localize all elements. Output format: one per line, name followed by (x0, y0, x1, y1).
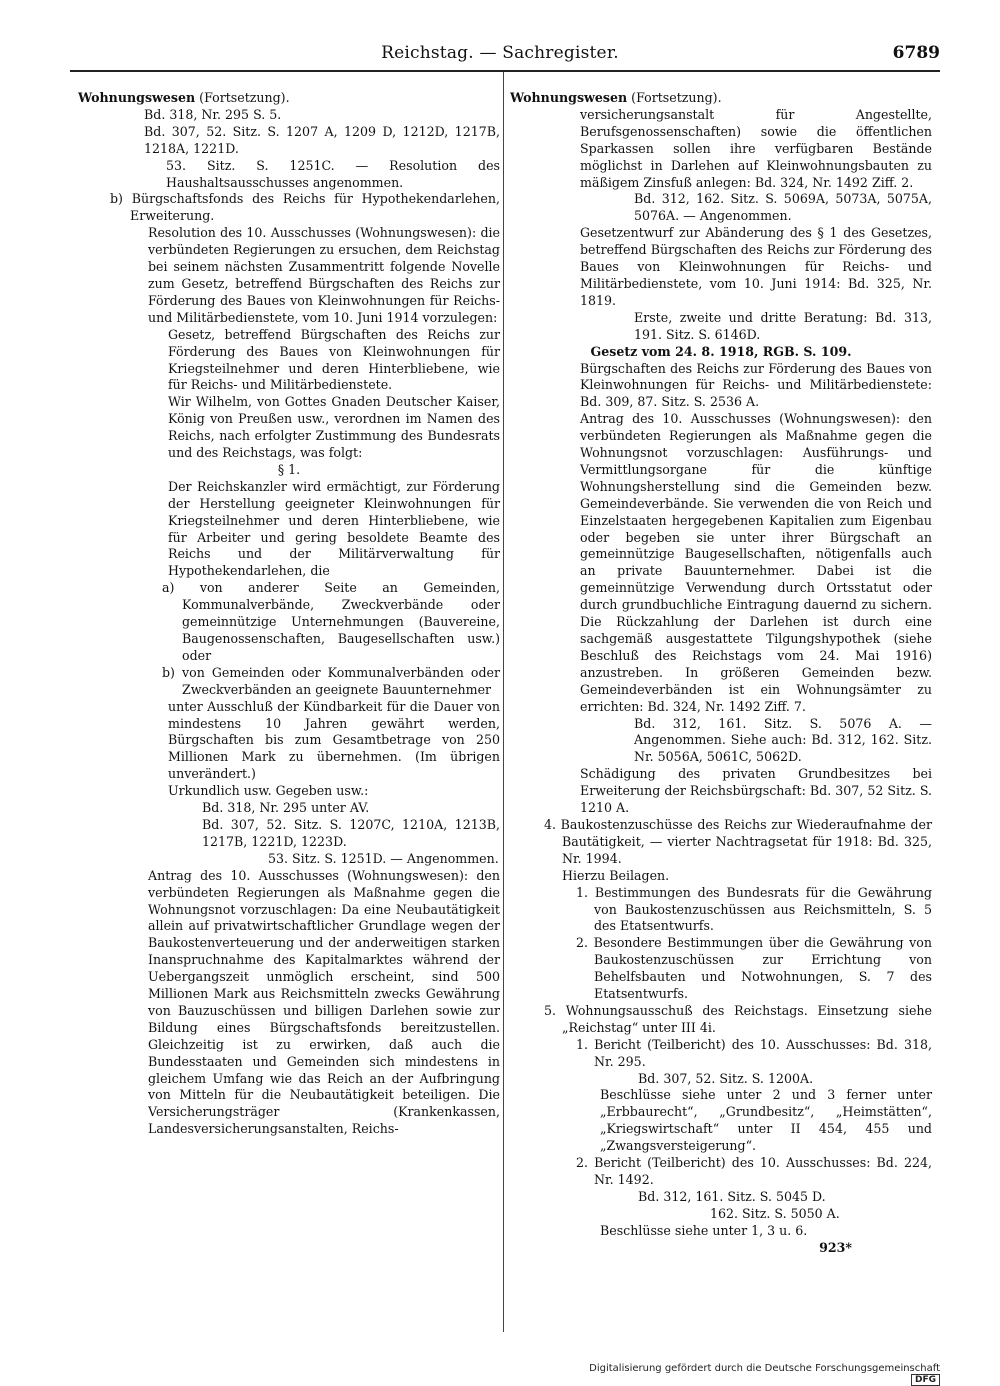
entry-paragraph (78, 665, 500, 699)
entry-paragraph (78, 817, 500, 851)
entry-text: 5. Wohnungsausschuß des Reichstags. Einsetzung siehe „Reichstag“ unter III 4i. (544, 1002, 932, 1035)
entry-paragraph (78, 158, 500, 192)
entry-text: 1. Bestimmungen des Bundesrats für die Gewährung von Baukostenzuschüssen aus Reichsmitteln, S. 5 des Etatsentwurfs. (576, 884, 932, 934)
entry-paragraph (510, 191, 932, 225)
entry-text: 4. Baukostenzuschüsse des Reichs zur Wiederaufnahme der Bautätigkeit, — vierter Nachtragsetat für 1918: Bd. 325, Nr. 1994. (544, 816, 932, 866)
entry-heading: Wohnungswesen (510, 90, 628, 105)
entry-text: Bd. 312, 162. Sitz. S. 5069A, 5073A, 5075A, 5076A. — Angenommen. (634, 191, 932, 224)
entry-text: Schädigung des privaten Grundbesitzes bei Erweiterung der Reichsbürgschaft: Bd. 307, 52 Sitz. S. 1210 A. (580, 766, 932, 816)
entry-text: Bd. 312, 161. Sitz. S. 5045 D. (638, 1188, 826, 1204)
entry-paragraph (78, 107, 500, 124)
entry-paragraph (510, 1071, 932, 1088)
entry-paragraph (78, 225, 500, 326)
entry-text: 923* (819, 1239, 852, 1255)
entry-paragraph (510, 1037, 932, 1071)
entry-text: a) von anderer Seite an Gemeinden, Kommunalverbände, Zweckverbände oder gemeinnützige Unternehmungen (Bauvereine, Baugenossenschaften, Baugesellschaften usw.) oder (162, 580, 500, 663)
entry-text: Der Reichskanzler wird ermächtigt, zur Förderung der Herstellung geeigneter Kleinwohnungen für Kriegsteilnehmer und deren Hinterbliebene, wie für Arbeiter und gering besoldete Beamte des Reichs und der Militärverwaltung für Hypothekendarlehen, die (168, 478, 500, 579)
entry-paragraph (78, 479, 500, 580)
entry-text: Bd. 307, 52. Sitz. S. 1207C, 1210A, 1213B, 1217B, 1221D, 1223D. (202, 816, 500, 849)
entry-paragraph (510, 716, 932, 767)
entry-paragraph (78, 800, 500, 817)
entry-paragraph (510, 1003, 932, 1037)
entry-text: Antrag des 10. Ausschusses (Wohnungswesen): den verbündeten Regierungen als Maßnahme gegen die Wohnungsnot vorzuschlagen: Da eine Neubautätigkeit allein auf privatwirtschaftlicher Grundlage wegen der Baukostenverteuerung und der anderweitigen starken Inanspruchnahme des Kapitalmarktes während der Uebergangszeit unmöglich erscheint, sind 500 Millionen Mark aus Reichsmitteln zwecks Gewährung von Bauzuschüssen und billigen Darlehen sowie zur Bildung eines Bürgschaftsfonds bereitzustellen. Gleichzeitig ist zu erwirken, daß auch die Bundesstaaten und Gemeinden sich mindestens in gleichem Umfang wie das Reich an der Aufbringung von Mitteln für die Neubautätigkeit beteiligen. Die Versicherungsträger (Krankenkassen, Landesversicherungsanstalten, Reichs- (148, 867, 500, 1137)
entry-text: Bd. 312, 161. Sitz. S. 5076 A. — Angenommen. Siehe auch: Bd. 312, 162. Sitz. Nr. 5056A, 5061C, 5062D. (634, 715, 932, 765)
entry-paragraph (510, 766, 932, 817)
entry-text: Bd. 307, 52. Sitz. S. 1207 A, 1209 D, 1212D, 1217B, 1218A, 1221D. (144, 123, 500, 156)
entry-paragraph (510, 310, 932, 344)
entry-paragraph (78, 124, 500, 158)
entry-paragraph (510, 1087, 932, 1155)
entry-paragraph (510, 225, 932, 310)
entry-paragraph (78, 327, 500, 395)
entry-text: unter Ausschluß der Kündbarkeit für die Dauer von mindestens 10 Jahren gewährt werden, Bürgschaften bis zum Gesamtbetrage von 250 Millionen Mark zu übernehmen. (Im übrigen unverändert.) (168, 698, 500, 782)
column-divider (503, 72, 504, 1332)
page-number: 6789 (892, 43, 940, 63)
entry-paragraph (510, 885, 932, 936)
entry-text: 53. Sitz. S. 1251C. — Resolution des Haushaltsausschusses angenommen. (166, 157, 500, 190)
entry-text: 53. Sitz. S. 1251D. — Angenommen. (268, 850, 499, 866)
entry-text: (Fortsetzung). (627, 90, 722, 105)
entry-text: Beschlüsse siehe unter 2 und 3 ferner unter „Erbbaurecht“, „Grundbesitz“, „Heimstätten“, „Kriegswirtschaft“ unter II 454, 455 und „Zwangsversteigerung“. (600, 1087, 932, 1154)
entry-text: § 1. (277, 461, 301, 477)
entry-paragraph (510, 868, 932, 885)
entry-paragraph (510, 107, 932, 192)
dfg-logo: DFG (911, 1374, 940, 1386)
header-rule (70, 70, 940, 72)
entry-text: 2. Bericht (Teilbericht) des 10. Ausschusses: Bd. 224, Nr. 1492. (576, 1155, 932, 1187)
right-column (510, 90, 932, 1257)
entry-paragraph (78, 851, 500, 868)
entry-text: Gesetz, betreffend Bürgschaften des Reichs zur Förderung des Baues von Kleinwohnungen für Kriegsteilnehmer und deren Hinterbliebene, wie für Reichs- und Militärbedienstete. (168, 326, 500, 393)
running-header-title: Reichstag. — Sachregister. (381, 43, 619, 63)
entry-text: Urkundlich usw. Gegeben usw.: (168, 783, 369, 799)
entry-text: Bürgschaften des Reichs zur Förderung des Baues von Kleinwohnungen für Reichs- und Militärbedienstete: Bd. 309, 87. Sitz. S. 2536 A. (580, 360, 932, 410)
entry-paragraph (78, 191, 500, 225)
entry-text: Bd. 318, Nr. 295 unter AV. (202, 800, 370, 816)
entry-paragraph (510, 90, 932, 107)
entry-paragraph (78, 394, 500, 462)
footer-credit-text: Digitalisierung gefördert durch die Deutsche Forschungsgemeinschaft (589, 1363, 940, 1374)
entry-text: Beschlüsse siehe unter 1, 3 u. 6. (600, 1222, 808, 1238)
entry-paragraph (510, 1240, 932, 1257)
entry-paragraph (510, 344, 932, 361)
entry-text: Bd. 307, 52. Sitz. S. 1200A. (638, 1070, 814, 1086)
entry-paragraph (510, 1206, 932, 1223)
entry-paragraph (510, 361, 932, 412)
entry-paragraph (78, 699, 500, 784)
entry-paragraph (510, 411, 932, 715)
entry-text: Antrag des 10. Ausschusses (Wohnungswesen): den verbündeten Regierungen als Maßnahme gegen die Wohnungsnot vorzuschlagen: Ausführungs- und Vermittlungsorgane für die künftige Wohnungsherstellung sind die Gemeinden bezw. Gemeindeverbände. Sie verwenden die von Reich und Einzelstaaten hergegebenen Kapitalien zum Eigenbau oder begeben sie unter ihrer Bürgschaft an gemeinnützige Baugesellschaften, nötigenfalls auch an private Bauunternehmer. Dabei ist die gemeinnützige Verwendung durch Ortsstatut oder durch grundbuchliche Eintragung dauernd zu sichern. Die Rückzahlung der Darlehen ist durch eine sachgemäß ausgestattete Tilgungshypothek (siehe Beschluß des Reichstags vom 24. Mai 1916) anzustreben. In größeren Gemeinden bezw. Gemeindeverbänden ist ein Wohnungsämter zu errichten: Bd. 324, Nr. 1492 Ziff. 7. (580, 411, 932, 714)
entry-paragraph (510, 1223, 932, 1240)
entry-text: 2. Besondere Bestimmungen über die Gewährung von Baukostenzuschüssen zur Errichtung von Behelfsbauten und Notwohnungen, S. 7 des Etatsentwurfs. (576, 935, 932, 1002)
entry-paragraph (510, 1189, 932, 1206)
entry-heading: Gesetz vom 24. 8. 1918, RGB. S. 109. (590, 343, 852, 359)
entry-text: versicherungsanstalt für Angestellte, Berufsgenossenschaften) sowie die öffentlichen Sparkassen sollen ihre verfügbaren Bestände möglichst in Darlehen auf Kleinwohnungsbauten zu mäßigem Zinsfuß anlegen: Bd. 324, Nr. 1492 Ziff. 2. (580, 106, 932, 190)
entry-text: Bd. 318, Nr. 295 S. 5. (144, 106, 282, 122)
entry-text: Hierzu Beilagen. (562, 867, 670, 883)
entry-paragraph (78, 462, 500, 479)
entry-text: b) von Gemeinden oder Kommunalverbänden oder Zweckverbänden an geeignete Bauunternehmer (162, 664, 500, 697)
entry-paragraph (510, 817, 932, 868)
entry-text: Wir Wilhelm, von Gottes Gnaden Deutscher Kaiser, König von Preußen usw., verordnen im Namen des Reichs, nach erfolgter Zustimmung des Bundesrats und des Reichstags, was folgt: (168, 394, 500, 461)
entry-paragraph (78, 783, 500, 800)
entry-paragraph (78, 90, 500, 107)
entry-text: 162. Sitz. S. 5050 A. (710, 1205, 840, 1221)
entry-paragraph (78, 868, 500, 1139)
entry-paragraph (510, 1155, 932, 1189)
entry-text: Gesetzentwurf zur Abänderung des § 1 des Gesetzes, betreffend Bürgschaften des Reichs zur Förderung des Baues von Kleinwohnungen für Reichs- und Militärbedienstete, vom 10. Juni 1914: Bd. 325, Nr. 1819. (580, 225, 932, 308)
left-column (78, 90, 500, 1138)
entry-paragraph (78, 580, 500, 665)
entry-paragraph (510, 935, 932, 1003)
entry-text: Erste, zweite und dritte Beratung: Bd. 313, 191. Sitz. S. 6146D. (634, 309, 932, 342)
entry-heading: Wohnungswesen (78, 90, 196, 105)
entry-text: 1. Bericht (Teilbericht) des 10. Ausschusses: Bd. 318, Nr. 295. (576, 1036, 932, 1069)
entry-text: (Fortsetzung). (195, 90, 290, 105)
entry-text: Resolution des 10. Ausschusses (Wohnungswesen): die verbündeten Regierungen zu ersuchen, dem Reichstag bei seinem nächsten Zusammentritt folgende Novelle zum Gesetz, betreffend Bürgschaften des Reichs zur Förderung des Baues von Kleinwohnungen für Reichs- und Militärbedienstete, vom 10. Juni 1914 vorzulegen: (148, 225, 500, 325)
entry-text: b) Bürgschaftsfonds des Reichs für Hypothekendarlehen, Erweiterung. (110, 191, 500, 224)
